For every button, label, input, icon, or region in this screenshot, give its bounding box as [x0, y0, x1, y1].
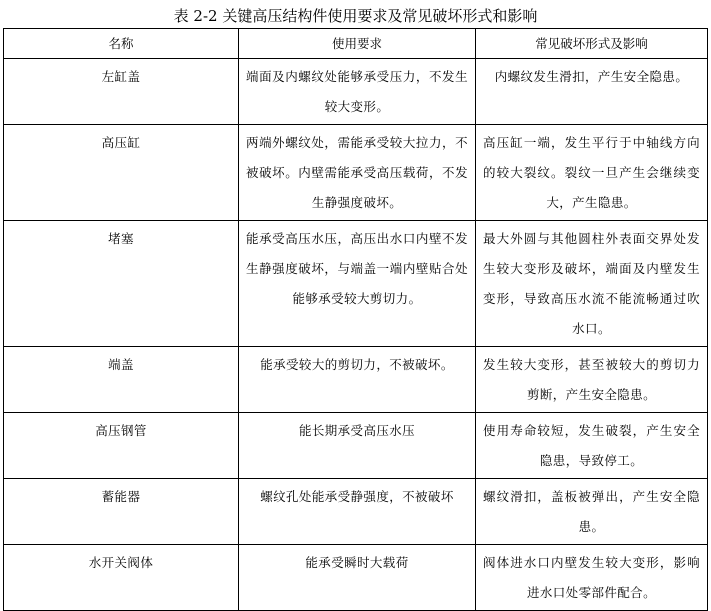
table-row — [4, 59, 708, 125]
cell-part-name — [4, 413, 239, 479]
cell-requirement — [239, 545, 476, 611]
table-row — [4, 125, 708, 221]
part-name-text: 高压钢管 — [95, 423, 147, 438]
failure-text: 螺纹滑扣，盖板被弹出，产生安全隐患。 — [483, 489, 700, 534]
failure-text: 最大外圆与其他圆柱外表面交界处发生较大变形及破坏，端面及内壁发生变形，导致高压水流不能流畅通过吹水口。 — [483, 231, 700, 336]
requirement-text: 能承受高压水压，高压出水口内壁不发生静强度破坏，与端盖一端内壁贴合处能够承受较大剪切力。 — [246, 231, 468, 306]
cell-part-name — [4, 347, 239, 413]
requirement-text: 能承受瞬时大载荷 — [305, 555, 409, 570]
part-name-text: 左缸盖 — [101, 69, 141, 84]
part-name-text: 水开关阀体 — [88, 555, 154, 570]
cell-part-name — [4, 221, 239, 347]
requirement-text: 能长期承受高压水压 — [298, 423, 416, 438]
part-name-text: 蓄能器 — [101, 489, 141, 504]
cell-part-name — [4, 125, 239, 221]
structural-parts-table — [3, 28, 708, 611]
table-row — [4, 479, 708, 545]
part-name-text: 端盖 — [108, 357, 134, 372]
requirement-text: 两端外螺纹处，需能承受较大拉力，不被破坏。内壁需能承受高压载荷，不发生静强度破坏。 — [246, 135, 468, 210]
cell-requirement — [239, 347, 476, 413]
cell-failure — [476, 125, 708, 221]
requirement-text: 能承受较大的剪切力，不被破坏。 — [260, 357, 454, 372]
cell-requirement — [239, 221, 476, 347]
column-header-requirement: 使用要求 — [239, 29, 476, 59]
table-row — [4, 347, 708, 413]
cell-part-name — [4, 545, 239, 611]
cell-requirement — [239, 125, 476, 221]
cell-failure — [476, 413, 708, 479]
requirement-text: 端面及内螺纹处能够承受压力，不发生较大变形。 — [246, 69, 468, 114]
table-row — [4, 413, 708, 479]
cell-requirement — [239, 413, 476, 479]
part-name-text: 高压缸 — [101, 135, 141, 150]
cell-failure — [476, 59, 708, 125]
cell-failure — [476, 347, 708, 413]
cell-part-name — [4, 479, 239, 545]
table-header-row — [4, 29, 708, 59]
column-header-failure: 常见破坏形式及影响 — [476, 29, 708, 59]
table-caption: 表 2-2 关键高压结构件使用要求及常见破坏形式和影响 — [173, 7, 538, 25]
failure-text: 内螺纹发生滑扣，产生安全隐患。 — [494, 69, 689, 84]
column-header-name: 名称 — [4, 29, 239, 59]
cell-part-name — [4, 59, 239, 125]
cell-failure — [476, 479, 708, 545]
failure-text: 阀体进水口内壁发生较大变形，影响进水口处零部件配合。 — [483, 555, 700, 600]
cell-requirement — [239, 479, 476, 545]
failure-text: 使用寿命较短，发生破裂，产生安全隐患，导致停工。 — [483, 423, 700, 468]
failure-text: 高压缸一端，发生平行于中轴线方向的较大裂纹。裂纹一旦产生会继续变大，产生隐患。 — [483, 135, 700, 210]
table-row — [4, 545, 708, 611]
cell-requirement — [239, 59, 476, 125]
part-name-text: 堵塞 — [108, 231, 134, 246]
cell-failure — [476, 545, 708, 611]
requirement-text: 螺纹孔处能承受静强度，不被破坏 — [260, 489, 454, 504]
failure-text: 发生较大变形，甚至被较大的剪切力剪断，产生安全隐患。 — [483, 357, 700, 402]
cell-failure — [476, 221, 708, 347]
table-row — [4, 221, 708, 347]
